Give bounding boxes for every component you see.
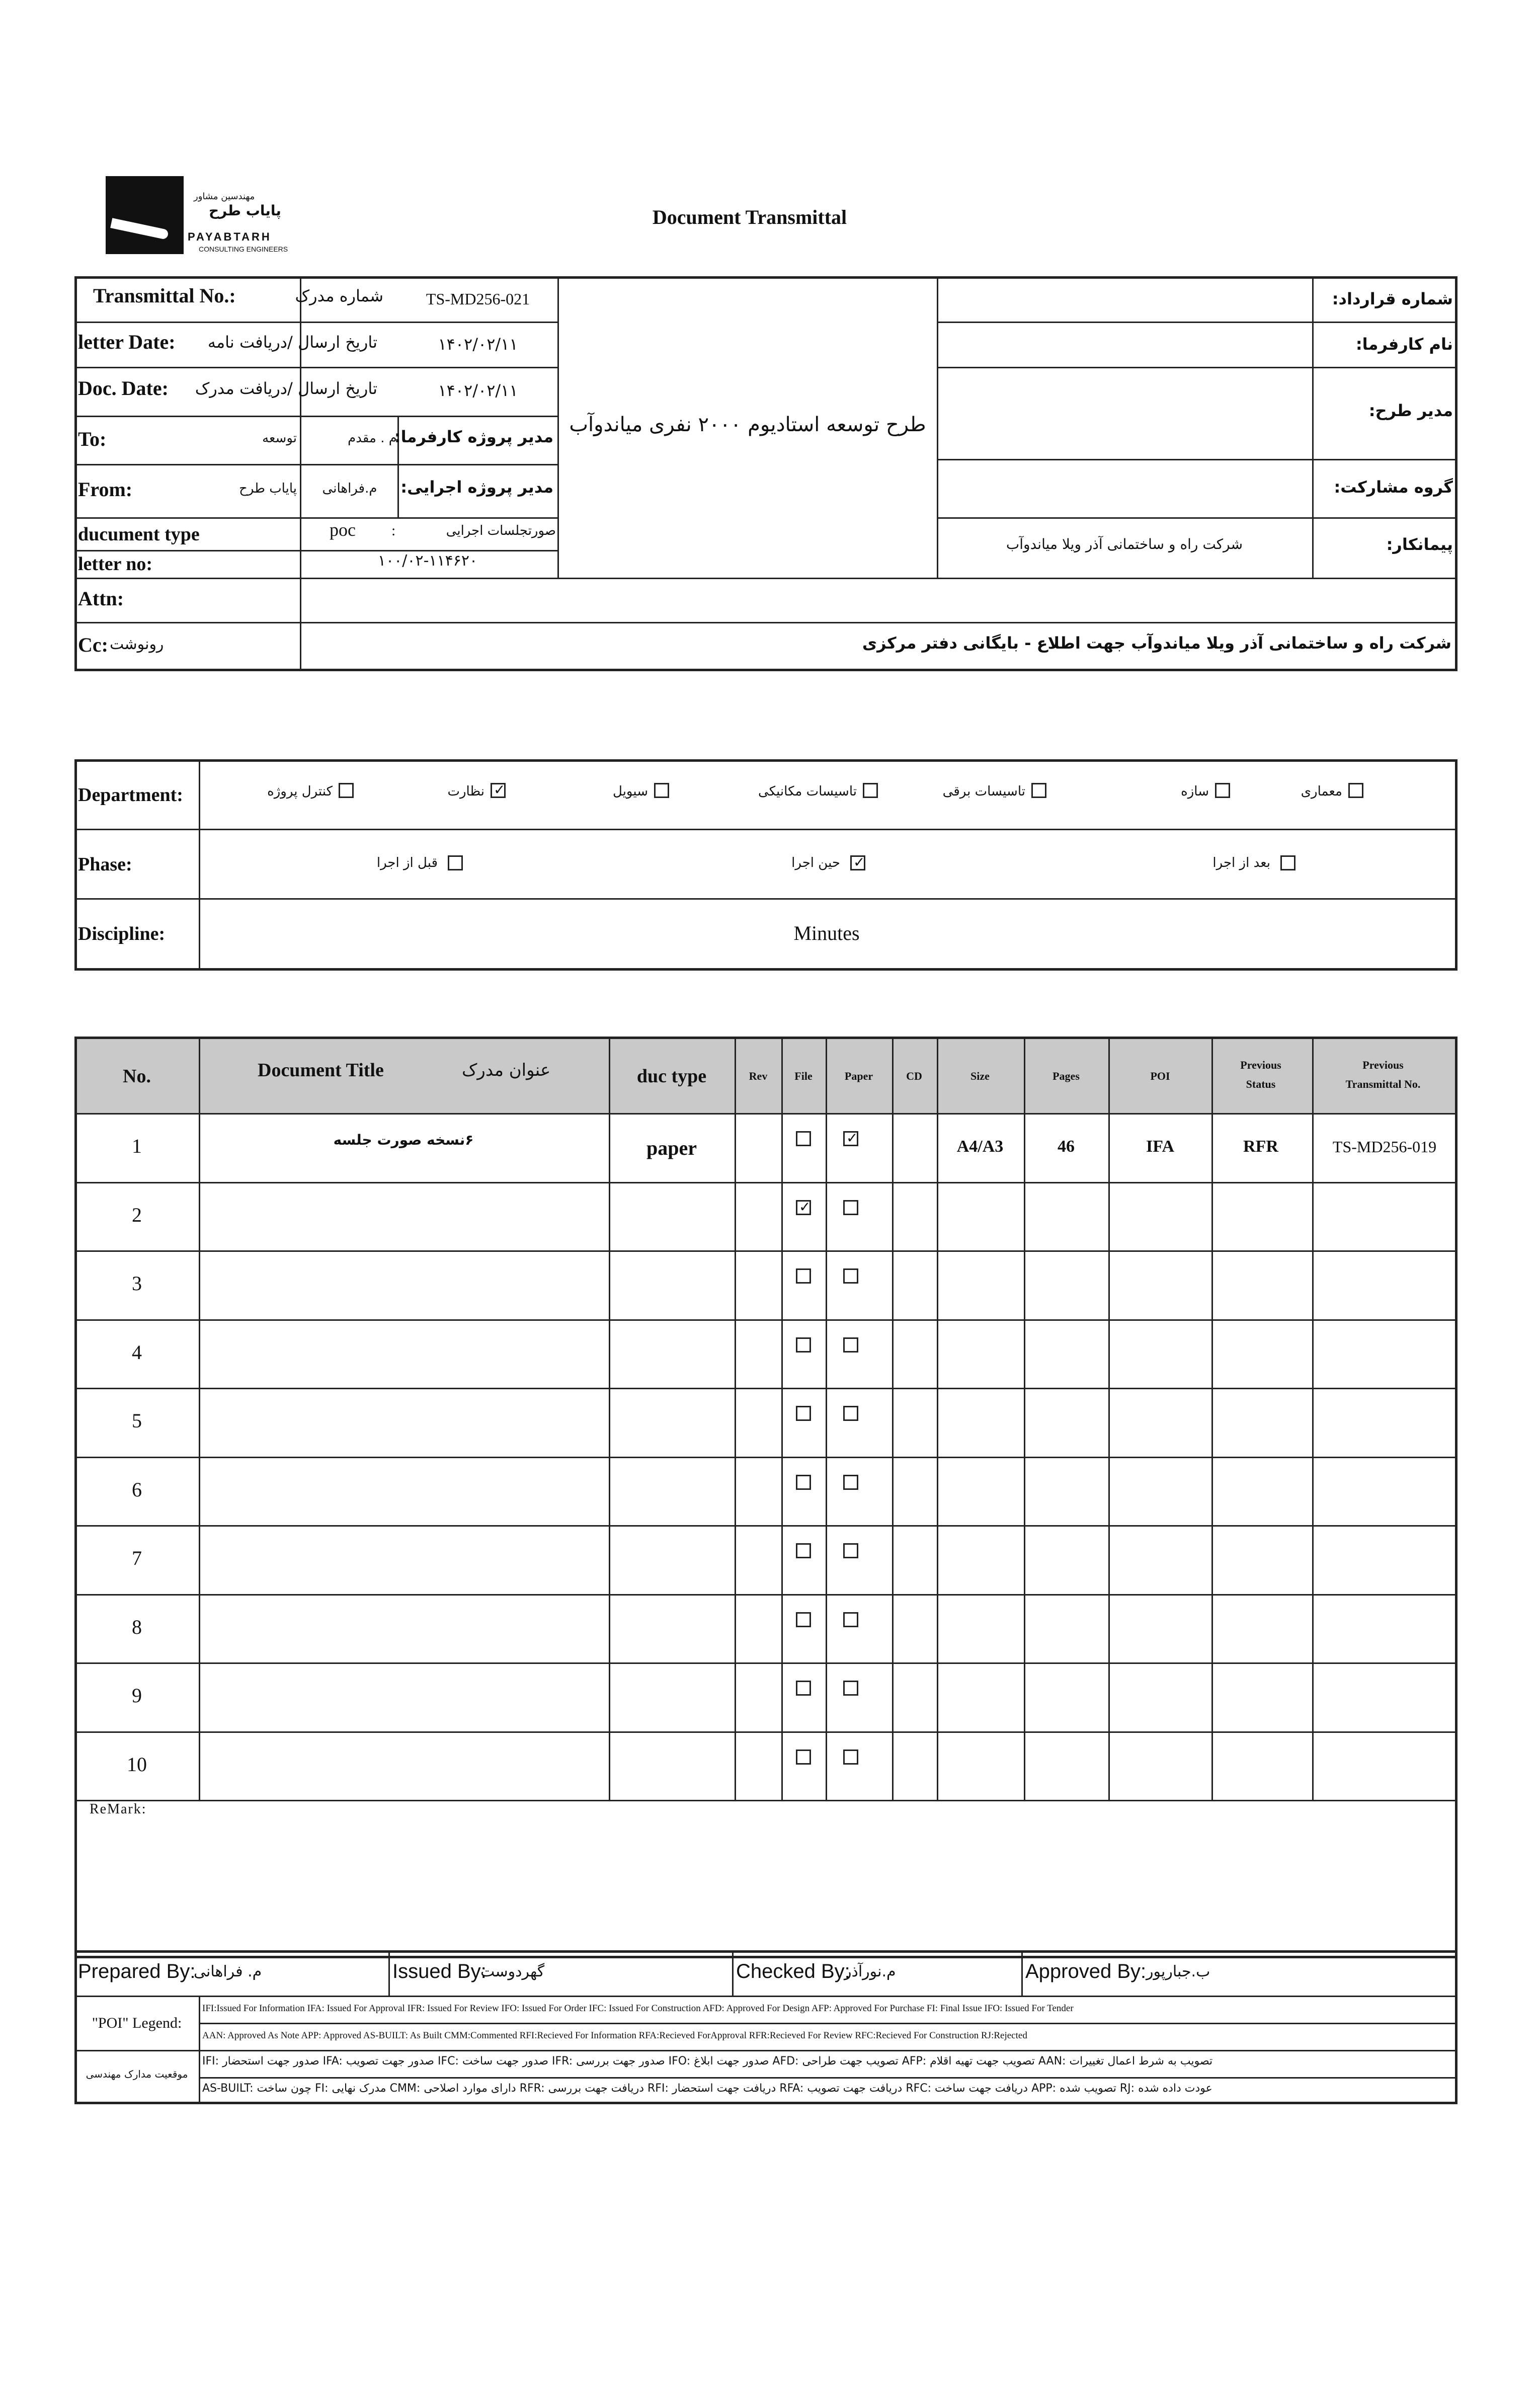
phase-checkbox[interactable]: [1280, 855, 1295, 870]
row-number: 6: [132, 1478, 142, 1501]
phase-option-label: قبل از اجرا: [376, 855, 438, 870]
file-checkbox[interactable]: [796, 1131, 811, 1146]
phase-label: Phase:: [78, 854, 132, 875]
file-checkbox[interactable]: [796, 1612, 811, 1627]
poi-legend-line-1: IFI:Issued For Information IFA: Issued For Approval IFR: Issued For Review IFO: Issued For Order IFC: Issued For Construction AFD: Approved For Design AFP: Approved For Purchase FI: Final Issue IFO: Issued For Tender: [202, 2003, 1074, 2014]
row-size: A4/A3: [956, 1137, 1004, 1156]
transmittal-no-label-fa: شماره مدرک: [295, 286, 383, 305]
department-checkbox[interactable]: [1348, 783, 1363, 798]
header-pages: Pages: [1052, 1070, 1080, 1082]
file-checkbox[interactable]: [796, 1750, 811, 1765]
doc-date-label: Doc. Date:: [78, 377, 169, 400]
row-document-title: ۶نسخه صورت جلسه: [333, 1132, 474, 1148]
issued-by-name: گهردوست: [480, 1963, 545, 1980]
row-number: 3: [132, 1272, 142, 1295]
department-checkbox[interactable]: [654, 783, 669, 798]
header-rev: Rev: [749, 1070, 768, 1082]
file-checkbox[interactable]: [796, 1406, 811, 1421]
row-duc-type: paper: [646, 1137, 697, 1159]
file-checkbox[interactable]: [796, 1475, 811, 1490]
header-paper: Paper: [844, 1070, 873, 1082]
from-org: پایاب طرح: [239, 481, 297, 496]
file-checkbox[interactable]: [796, 1337, 811, 1353]
logo-text-fa-2: پایاب طرح: [209, 202, 281, 219]
phase-option-label: بعد از اجرا: [1212, 855, 1270, 870]
file-checkbox[interactable]: [796, 1200, 811, 1215]
poi-legend-line-2: AAN: Approved As Note APP: Approved AS-BUILT: As Built CMM:Commented RFI:Recieved For Information RFA:Recieved ForApproval RFR:Recieved For Review RFC:Recieved For Construction RJ:Rejected: [202, 2030, 1027, 2041]
to-org: توسعه: [262, 431, 297, 446]
contractor-label: پیمانکار:: [1386, 535, 1453, 554]
department-option-label: معماری: [1301, 784, 1342, 799]
paper-checkbox[interactable]: [843, 1131, 858, 1146]
letter-no-label: letter no:: [78, 553, 153, 575]
logo-text-fa-1: مهندسین مشاور: [194, 191, 255, 202]
row-number: 5: [132, 1409, 142, 1433]
project-name: طرح توسعه استادیوم ۲۰۰۰ نفری میاندوآب: [569, 413, 926, 436]
department-checkbox[interactable]: [1215, 783, 1230, 798]
header-file: File: [794, 1070, 813, 1082]
approved-by-name: ب.جبارپور: [1146, 1963, 1210, 1980]
status-legend-line-2: AS-BUILT: چون ساخت FI: مدرک نهایی CMM: دارای موارد اصلاحی RFR: دریافت جهت بررسی RFI: دریافت جهت استحضار RFA: دریافت جهت تصویب RFC: دریافت جهت ساخت APP: تصویب شده RJ: عودت داده شده: [202, 2082, 1212, 2095]
status-legend-line-1: IFI: صدور جهت استحضار IFA: صدور جهت تصویب IFC: صدور جهت ساخت IFR: صدور جهت بررسی IFO: صدور جهت ابلاغ AFD: تصویب جهت طراحی AFP: تصویب جهت تهیه اقلام AAN: تصویب به شرط اعمال تغییرات: [202, 2055, 1213, 2068]
transmittal-no-value: TS-MD256-021: [426, 290, 530, 308]
document-type-value: poc: [330, 520, 356, 540]
header-previous-transmittal-2: Transmittal No.: [1345, 1078, 1421, 1090]
paper-checkbox[interactable]: [843, 1200, 858, 1215]
department-option-label: تاسیسات برقی: [942, 784, 1025, 799]
document-type-label: ducument type: [78, 524, 200, 545]
header-size: Size: [970, 1070, 990, 1082]
row-pages: 46: [1058, 1137, 1075, 1156]
header-previous-status-2: Status: [1246, 1078, 1276, 1090]
header-previous-transmittal-1: Previous: [1362, 1059, 1404, 1071]
discipline-value: Minutes: [793, 922, 860, 944]
from-label: From:: [78, 478, 133, 501]
logo-mark: [106, 176, 184, 254]
row-number: 7: [132, 1547, 142, 1570]
department-option-label: سازه: [1181, 784, 1209, 799]
attn-label: Attn:: [78, 587, 124, 610]
cc-label-fa: رونوشت: [110, 635, 164, 653]
header-duc-type: duc type: [636, 1066, 707, 1087]
document-type-value-fa: صورتجلسات اجرایی: [446, 523, 556, 538]
poi-legend-label: "POI" Legend:: [92, 2015, 182, 2031]
phase-checkbox[interactable]: [850, 855, 865, 870]
docs-table: [74, 1037, 1457, 1958]
doc-date-value: ۱۴۰۲/۰۲/۱۱: [438, 381, 518, 400]
transmittal-no-label: Transmittal No.:: [93, 284, 236, 307]
paper-checkbox[interactable]: [843, 1612, 858, 1627]
paper-checkbox[interactable]: [843, 1750, 858, 1765]
paper-checkbox[interactable]: [843, 1475, 858, 1490]
header-document-title-fa: عنوان مدرک: [462, 1060, 551, 1080]
contractor-value: شرکت راه و ساختمانی آذر ویلا میاندوآب: [1006, 536, 1243, 552]
cc-label: Cc:: [78, 633, 108, 656]
row-poi: IFA: [1146, 1137, 1175, 1156]
row-previous-transmittal: TS-MD256-019: [1332, 1137, 1437, 1156]
discipline-label: Discipline:: [78, 923, 166, 944]
status-legend-label: موقعیت مدارک مهندسی: [86, 2068, 188, 2080]
to-role: مدیر پروژه کارفرما:: [394, 427, 553, 446]
paper-checkbox[interactable]: [843, 1543, 858, 1558]
department-option-label: سیویل: [613, 784, 648, 799]
row-number: 9: [132, 1684, 142, 1707]
header-no: No.: [123, 1066, 151, 1087]
department-option-label: کنترل پروژه: [267, 784, 333, 799]
doc-date-label-fa: تاریخ ارسال /دریافت مدرک: [195, 379, 377, 398]
from-role: مدیر پروژه اجرایی:: [400, 478, 553, 497]
from-person: م.فراهانی: [322, 481, 377, 496]
letter-no-value: ۱۰۰/۰۲-۱۱۴۶۲۰: [377, 552, 478, 570]
row-number: 8: [132, 1616, 142, 1639]
department-checkbox[interactable]: [1031, 783, 1046, 798]
paper-checkbox[interactable]: [843, 1337, 858, 1353]
department-checkbox[interactable]: [339, 783, 354, 798]
file-checkbox[interactable]: [796, 1543, 811, 1558]
checked-by-label: Checked By:: [736, 1960, 850, 1982]
department-checkbox[interactable]: [863, 783, 878, 798]
letter-date-value: ۱۴۰۲/۰۲/۱۱: [438, 335, 518, 354]
row-number: 1: [132, 1135, 142, 1158]
file-checkbox[interactable]: [796, 1268, 811, 1284]
letter-date-label: letter Date:: [78, 331, 176, 353]
department-label: Department:: [78, 784, 183, 806]
checked-by-name: م.نورآذر: [844, 1963, 896, 1980]
logo-text-en-2: CONSULTING ENGINEERS: [199, 245, 288, 253]
to-person: م . مقدم: [348, 431, 397, 446]
cc-value: شرکت راه و ساختمانی آذر ویلا میاندوآب جهت اطلاع - بایگانی دفتر مرکزی: [862, 633, 1451, 653]
department-option-label: تاسیسات مکانیکی: [758, 784, 857, 799]
design-manager-label: مدیر طرح:: [1368, 401, 1453, 420]
phase-option-label: حین اجرا: [791, 855, 840, 870]
paper-checkbox[interactable]: [843, 1406, 858, 1421]
row-previous-status: RFR: [1243, 1137, 1278, 1156]
logo-text-en-1: PAYABTARH: [188, 230, 272, 243]
row-number: 4: [132, 1341, 142, 1364]
header-poi: POI: [1150, 1070, 1170, 1082]
company-logo: [106, 176, 297, 257]
letter-date-label-fa: تاریخ ارسال /دریافت نامه: [207, 333, 377, 352]
prepared-by-name: م. فراهانی: [194, 1963, 262, 1980]
page-title: Document Transmittal: [652, 206, 847, 228]
file-checkbox[interactable]: [796, 1681, 811, 1696]
paper-checkbox[interactable]: [843, 1681, 858, 1696]
row-number: 10: [127, 1753, 147, 1776]
header-previous-status-1: Previous: [1240, 1059, 1281, 1071]
partnership-group-label: گروه مشارکت:: [1334, 478, 1453, 497]
client-label: نام کارفرما:: [1355, 335, 1453, 354]
row-number: 2: [132, 1204, 142, 1227]
department-checkbox[interactable]: [491, 783, 506, 798]
contract-no-label: شماره قرارداد:: [1332, 289, 1453, 308]
prepared-by-label: Prepared By:: [78, 1960, 196, 1982]
paper-checkbox[interactable]: [843, 1268, 858, 1284]
approved-by-label: Approved By:: [1025, 1960, 1147, 1982]
department-option-label: نظارت: [447, 784, 484, 799]
header-document-title: Document Title: [258, 1060, 384, 1081]
phase-checkbox[interactable]: [448, 855, 463, 870]
issued-by-label: Issued By:: [392, 1960, 487, 1982]
document-type-colon: :: [391, 522, 396, 539]
to-label: To:: [78, 428, 107, 450]
header-cd: CD: [906, 1070, 922, 1082]
remark-label: ReMark:: [90, 1801, 147, 1817]
